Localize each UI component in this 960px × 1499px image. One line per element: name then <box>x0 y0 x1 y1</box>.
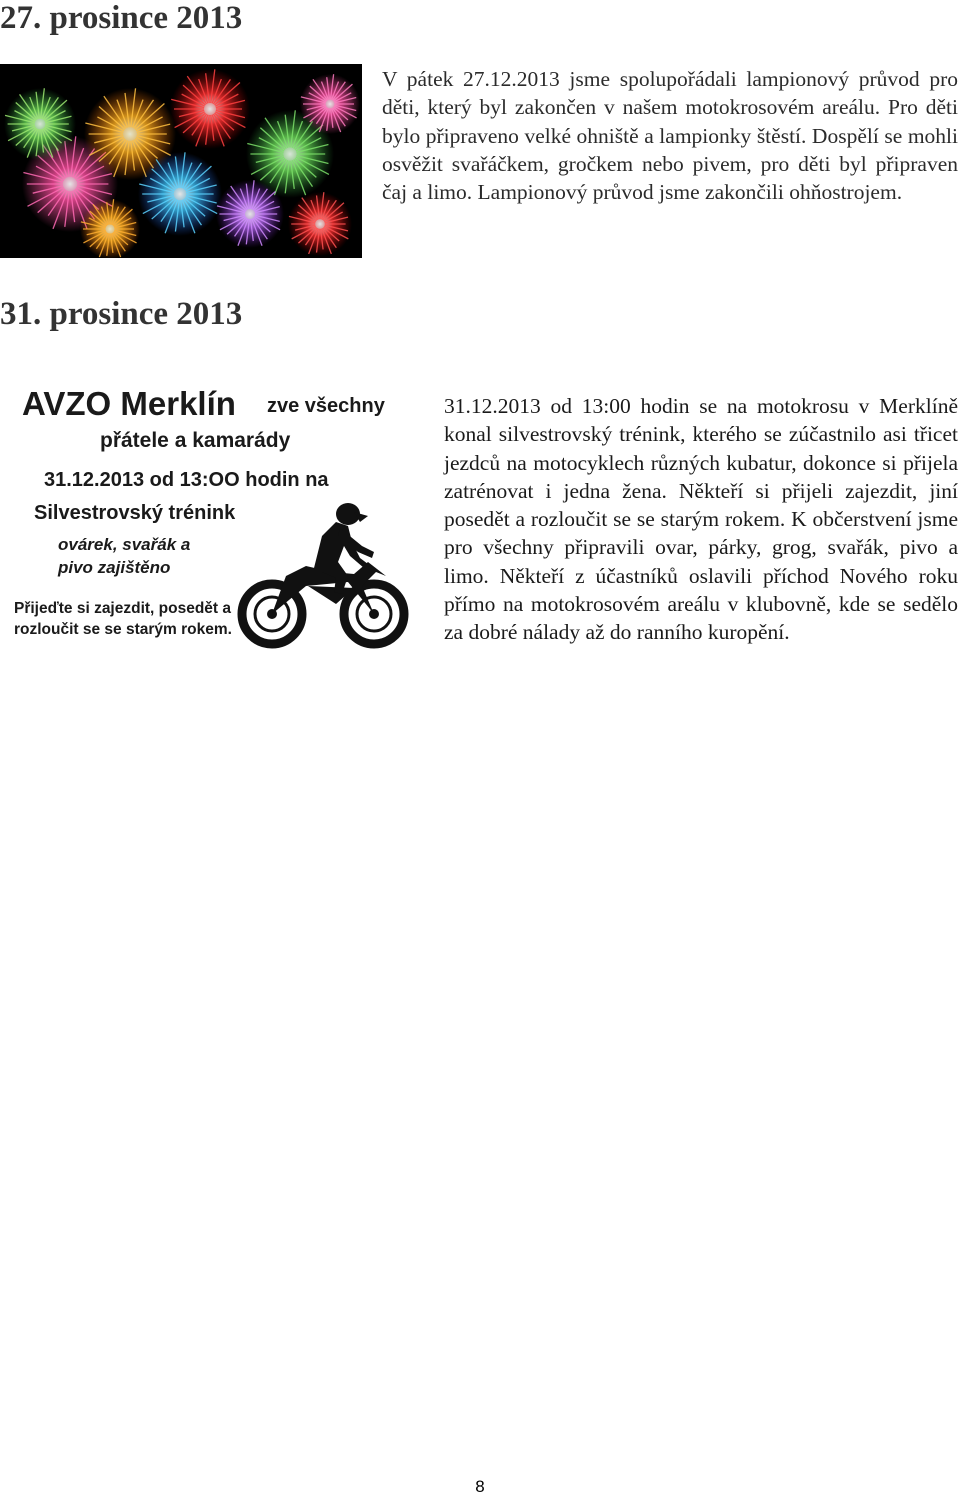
section-paragraph-dec-27: V pátek 27.12.2013 jsme spolupořádali lampionový průvod pro děti, který byl zakončen v našem motokrosovém areálu. Pro děti bylo připraveno velké ohniště a lampionky štěstí. Dospělí se mohli osvěžit svařáčkem, gročkem nebo pivem, pro děti byl připraven čaj a limo. Lampionový průvod jsme zakončili ohňostrojem. <box>382 67 958 205</box>
poster-title-invite: zve všechny <box>267 395 385 417</box>
section-paragraph-dec-31: 31.12.2013 od 13:00 hodin se na motokrosu v Merklíně konal silvestrovský trénink, kterého se zúčastnilo asi třicet jezdců na motocyklech různých kubatur, dokonce si přijela zatrénovat i jedna žena. Někteří si přijeli zajezdit, jiní posedět a rozloučit se se starým rokem. K občerstvení jsme pro všechny připravili ovar, párky, grog, svařák, pivo a limo. Někteří z účastníků oslavili příchod Nového roku přímo na motokrosovém areálu v klubovně, kde se sedělo za dobré nálady až do ranního kuropění. <box>444 394 958 645</box>
poster-invitation-1: Přijeďte si zajezdit, posedět a <box>14 600 232 617</box>
poster-invitation-2: rozloučit se se starým rokem. <box>14 621 232 638</box>
poster-audience: přátele a kamarády <box>100 429 291 452</box>
event-poster <box>10 384 414 656</box>
fireworks-image <box>0 64 362 258</box>
poster-event-name: Silvestrovský trénink <box>34 502 236 524</box>
poster-refreshment-1: ovárek, svařák a <box>58 535 191 554</box>
poster-refreshment-2: pivo zajištěno <box>58 558 171 577</box>
section-heading-dec-31: 31. prosince 2013 <box>0 296 243 332</box>
poster-title: AVZO Merklín <box>22 385 236 422</box>
motocross-rider-icon <box>236 502 412 654</box>
section-heading-dec-27: 27. prosince 2013 <box>0 0 243 36</box>
poster-datetime: 31.12.2013 od 13:OO hodin na <box>44 469 329 491</box>
page-number: 8 <box>475 1477 485 1496</box>
